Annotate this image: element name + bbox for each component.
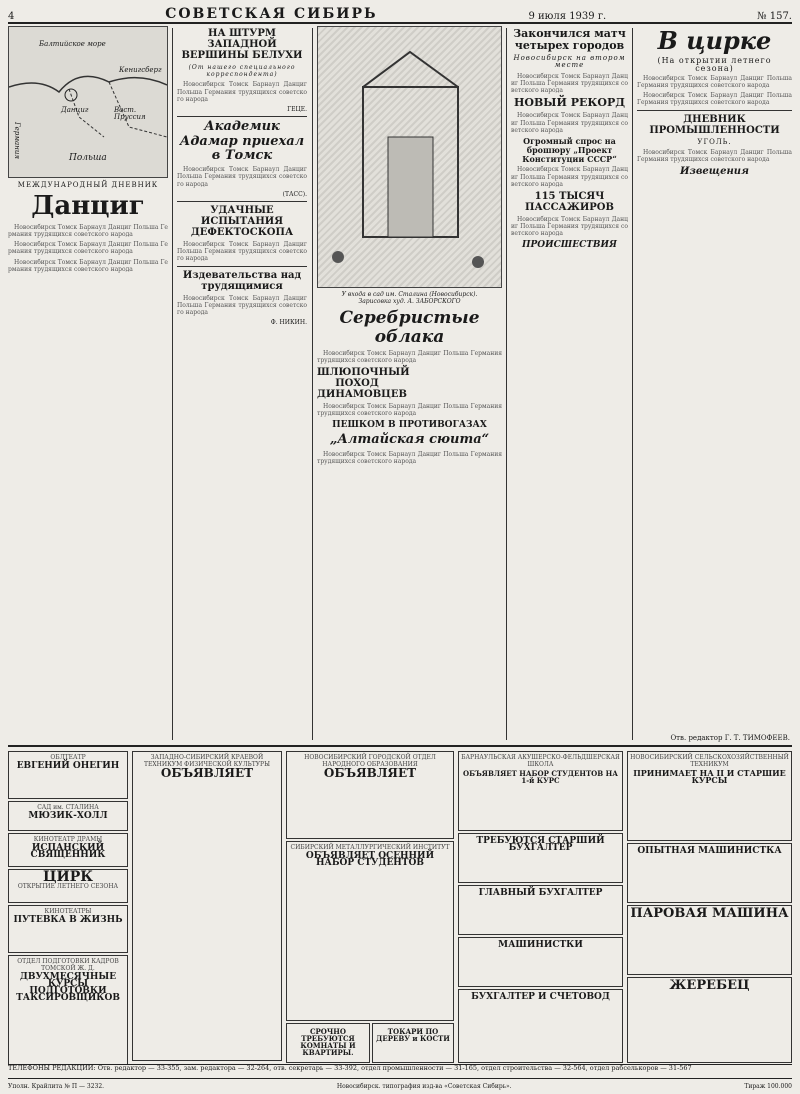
article-body: Новосибирск Томск Барнаул Данциг Польша Германия трудящихся советского народа	[8, 241, 168, 256]
byline: (От нашего специального корреспондента)	[188, 64, 296, 79]
page-number: 4	[8, 11, 15, 22]
ad-rooms: СРОЧНО ТРЕБУЮТСЯ КОМНАТЫ И КВАРТИРЫ.	[286, 1023, 370, 1063]
ad-metallurgy-institute: СИБИРСКИЙ МЕТАЛЛУРГИЧЕСКИЙ ИНСТИТУТ ОБЪЯВЛЯЕТ ОСЕННИЙ НАБОР СТУДЕНТОВ	[286, 841, 454, 1021]
article-body: Новосибирск Томск Барнаул Данциг Польша Германия трудящихся советского народа	[637, 148, 792, 164]
editor-credit: Отв. редактор Г. Т. ТИМОФЕЕВ.	[670, 734, 790, 742]
ad-courses: ОТДЕЛ ПОДГОТОВКИ КАДРОВ ТОМСКОЙ Ж. Д. ДВУХМЕСЯЧНЫЕ КУРСЫ ПОДГОТОВКИ ТАКСИРОВЩИКОВ	[8, 955, 128, 1065]
column-3	[317, 26, 502, 742]
article-body: Новосибирск Томск Барнаул Данциг Польша Германия трудящихся советского народа	[511, 215, 628, 238]
map-label-danzig: Данциг	[61, 106, 89, 114]
signature: ГЕЦЕ.	[287, 106, 307, 114]
headline-industry: ДНЕВНИК ПРОМЫШЛЕННОСТИ	[649, 113, 780, 136]
headline-danzig: Данциг	[31, 191, 145, 222]
signature: (ТАСС).	[282, 190, 307, 198]
footer-printer: Новосибирск. типография изд-ва «Советская Сибирь».	[336, 1082, 512, 1090]
subheadline: (На открытии летнего сезона)	[657, 56, 772, 73]
column-1	[8, 26, 168, 742]
ad-theatre: ОБЛТЕАТР ЕВГЕНИЙ ОНЕГИН	[8, 751, 128, 799]
map-label-konigsberg: Кенигсберг	[119, 66, 162, 74]
ad-music-hall: САД им. СТАЛИНА МЮЗИК-ХОЛЛ	[8, 801, 128, 831]
article-body: Новосибирск Томск Барнаул Данциг Польша Германия трудящихся советского народа	[511, 112, 628, 134]
footer-circulation: Тираж 100.000	[744, 1082, 792, 1090]
headline-mockery: Издевательства над трудящимися	[182, 269, 302, 292]
headline-boat-trip: ШЛЮПОЧНЫЙ ПОХОД ДИНАМОВЦЕВ	[317, 367, 410, 401]
map-label-sea: Балтийское море	[39, 40, 106, 48]
headline-silver-clouds: Серебристые облака	[339, 308, 480, 348]
rubric: МЕЖДУНАРОДНЫЙ ДНЕВНИК	[17, 181, 159, 189]
article-body: Новосибирск Томск Барнаул Данциг Польша Германия трудящихся советского народа	[317, 349, 502, 364]
garden-gate-drawing	[318, 27, 501, 285]
illustration-garden	[317, 26, 502, 288]
ad-technikum: ЗАПАДНО-СИБИРСКИЙ КРАЕВОЙ ТЕХНИКУМ ФИЗИЧЕСКОЙ КУЛЬТУРЫ ОБЪЯВЛЯЕТ	[132, 751, 282, 1061]
headline-record: НОВЫЙ РЕКОРД	[513, 96, 625, 110]
masthead	[8, 4, 792, 24]
ad-chief-accountant: ГЛАВНЫЙ БУХГАЛТЕР	[458, 885, 623, 935]
headline-match: Закончился матч четырех городов	[513, 27, 626, 53]
headline-adamar: Академик Адамар приехал в Томск	[179, 119, 305, 163]
ad-typists: МАШИНИСТКИ	[458, 937, 623, 987]
issue-date: 9 июля 1939 г.	[528, 11, 607, 22]
article-body: Новосибирск Томск Барнаул Данциг Польша Германия трудящихся советского народа	[177, 240, 307, 263]
ad-cinemas: КИНОТЕАТРЫ ПУТЕВКА В ЖИЗНЬ	[8, 905, 128, 953]
ad-stallion: ЖЕРЕБЕЦ	[627, 977, 792, 1063]
column-4	[511, 26, 628, 742]
article-body: Новосибирск Томск Барнаул Данциг Польша Германия трудящихся советского народа	[511, 72, 628, 94]
editorial-phones: ТЕЛЕФОНЫ РЕДАКЦИИ: Отв. редактор — 33-355, зам. редактора — 32-264, отв. секретарь — 33-392, отдел промышленности — 31-165, отдел строительства — 32-564, отдел рабселькоров — 31-567	[8, 1064, 792, 1078]
article-body: Новосибирск Томск Барнаул Данциг Польша Германия трудящихся советского народа	[511, 166, 628, 188]
footer-censor: Уполн. Крайлита № П — 3232.	[8, 1082, 105, 1090]
article-body: Новосибирск Томск Барнаул Данциг Польша Германия трудящихся советского народа	[8, 258, 168, 273]
article-body: Новосибирск Томск Барнаул Данциг Польша Германия трудящихся советского народа	[317, 403, 502, 418]
ad-steam-engine: ПАРОВАЯ МАШИНА	[627, 905, 792, 975]
column-2	[177, 26, 307, 742]
map-label-east-prussia: Вост. Пруссия	[114, 106, 146, 122]
article-body: Новосибирск Томск Барнаул Данциг Польша Германия трудящихся советского народа	[317, 450, 502, 465]
ad-circus: ЦИРК ОТКРЫТИЕ ЛЕТНЕГО СЕЗОНА	[8, 869, 128, 903]
headline-defectoscope: УДАЧНЫЕ ИСПЫТАНИЯ ДЕФЕКТОСКОПА	[190, 204, 294, 238]
ad-bookkeeper: БУХГАЛТЕР И СЧЕТОВОД	[458, 989, 623, 1063]
danzig-map	[8, 26, 168, 178]
illustration-caption: У входа в сад им. Сталина (Новосибирск). Зарисовка худ. А. ЗАБОРСКОГО	[341, 291, 478, 306]
ad-city-education: НОВОСИБИРСКИЙ ГОРОДСКОЙ ОТДЕЛ НАРОДНОГО ОБРАЗОВАНИЯ ОБЪЯВЛЯЕТ	[286, 751, 454, 839]
ad-midwife-school: БАРНАУЛЬСКАЯ АКУШЕРСКО-ФЕЛЬДШЕРСКАЯ ШКОЛА ОБЪЯВЛЯЕТ НАБОР СТУДЕНТОВ НА 1-й КУРС	[458, 751, 623, 831]
headline-incidents: ПРОИСШЕСТВИЯ	[522, 239, 617, 250]
footer	[8, 1078, 792, 1093]
ad-cinema-drama: КИНОТЕАТР ДРАМЫ ИСПАНСКИЙ СВЯЩЕННИК	[8, 833, 128, 867]
article-body: Новосибирск Томск Барнаул Данциг Польша Германия трудящихся советского народа	[8, 223, 168, 238]
issue-number: № 157.	[757, 11, 792, 22]
column-5	[637, 26, 792, 742]
headline-circus: В цирке	[657, 26, 772, 55]
ad-turners: ТОКАРИ ПО ДЕРЕВУ и КОСТИ	[372, 1023, 454, 1063]
headline-altai-suite: „Алтайская сюита“	[329, 432, 490, 448]
signature: Ф. НИКИН.	[270, 319, 307, 327]
article-body: Новосибирск Томск Барнаул Данциг Польша Германия трудящихся советского народа	[177, 294, 307, 316]
ad-senior-accountant: ТРЕБУЮТСЯ СТАРШИЙ БУХГАЛТЕР	[458, 833, 623, 883]
advertisements	[8, 745, 792, 1077]
headline-passengers: 115 ТЫСЯЧ ПАССАЖИРОВ	[525, 190, 614, 213]
newspaper-title: СОВЕТСКАЯ СИБИРЬ	[165, 6, 378, 22]
map-label-poland: Польша	[69, 153, 107, 163]
subheadline: УГОЛЬ.	[697, 137, 732, 146]
article-body: Новосибирск Томск Барнаул Данциг Польша Германия трудящихся советского народа	[177, 81, 307, 103]
headline-belukha: НА ШТУРМ ЗАПАДНОЙ ВЕРШИНЫ БЕЛУХИ	[181, 28, 303, 61]
article-body: Новосибирск Томск Барнаул Данциг Польша Германия трудящихся советского народа	[637, 92, 792, 107]
subheadline: Новосибирск на втором месте	[513, 54, 626, 70]
map-label-germany: Германия	[13, 122, 22, 159]
headline-notices: Извещения	[680, 166, 749, 178]
headline-gas-masks: ПЕШКОМ В ПРОТИВОГАЗАХ	[332, 419, 487, 430]
ad-experienced-typist: ОПЫТНАЯ МАШИНИСТКА	[627, 843, 792, 903]
ad-agri-technikum: НОВОСИБИРСКИЙ СЕЛЬСКОХОЗЯЙСТВЕННЫЙ ТЕХНИКУМ ПРИНИМАЕТ НА II И СТАРШИЕ КУРСЫ	[627, 751, 792, 841]
article-body: Новосибирск Томск Барнаул Данциг Польша Германия трудящихся советского народа	[177, 166, 307, 188]
article-body: Новосибирск Томск Барнаул Данциг Польша Германия трудящихся советского народа	[637, 74, 792, 89]
headline-brochure: Огромный спрос на брошюру „Проект Конституции СССР“	[522, 135, 617, 164]
